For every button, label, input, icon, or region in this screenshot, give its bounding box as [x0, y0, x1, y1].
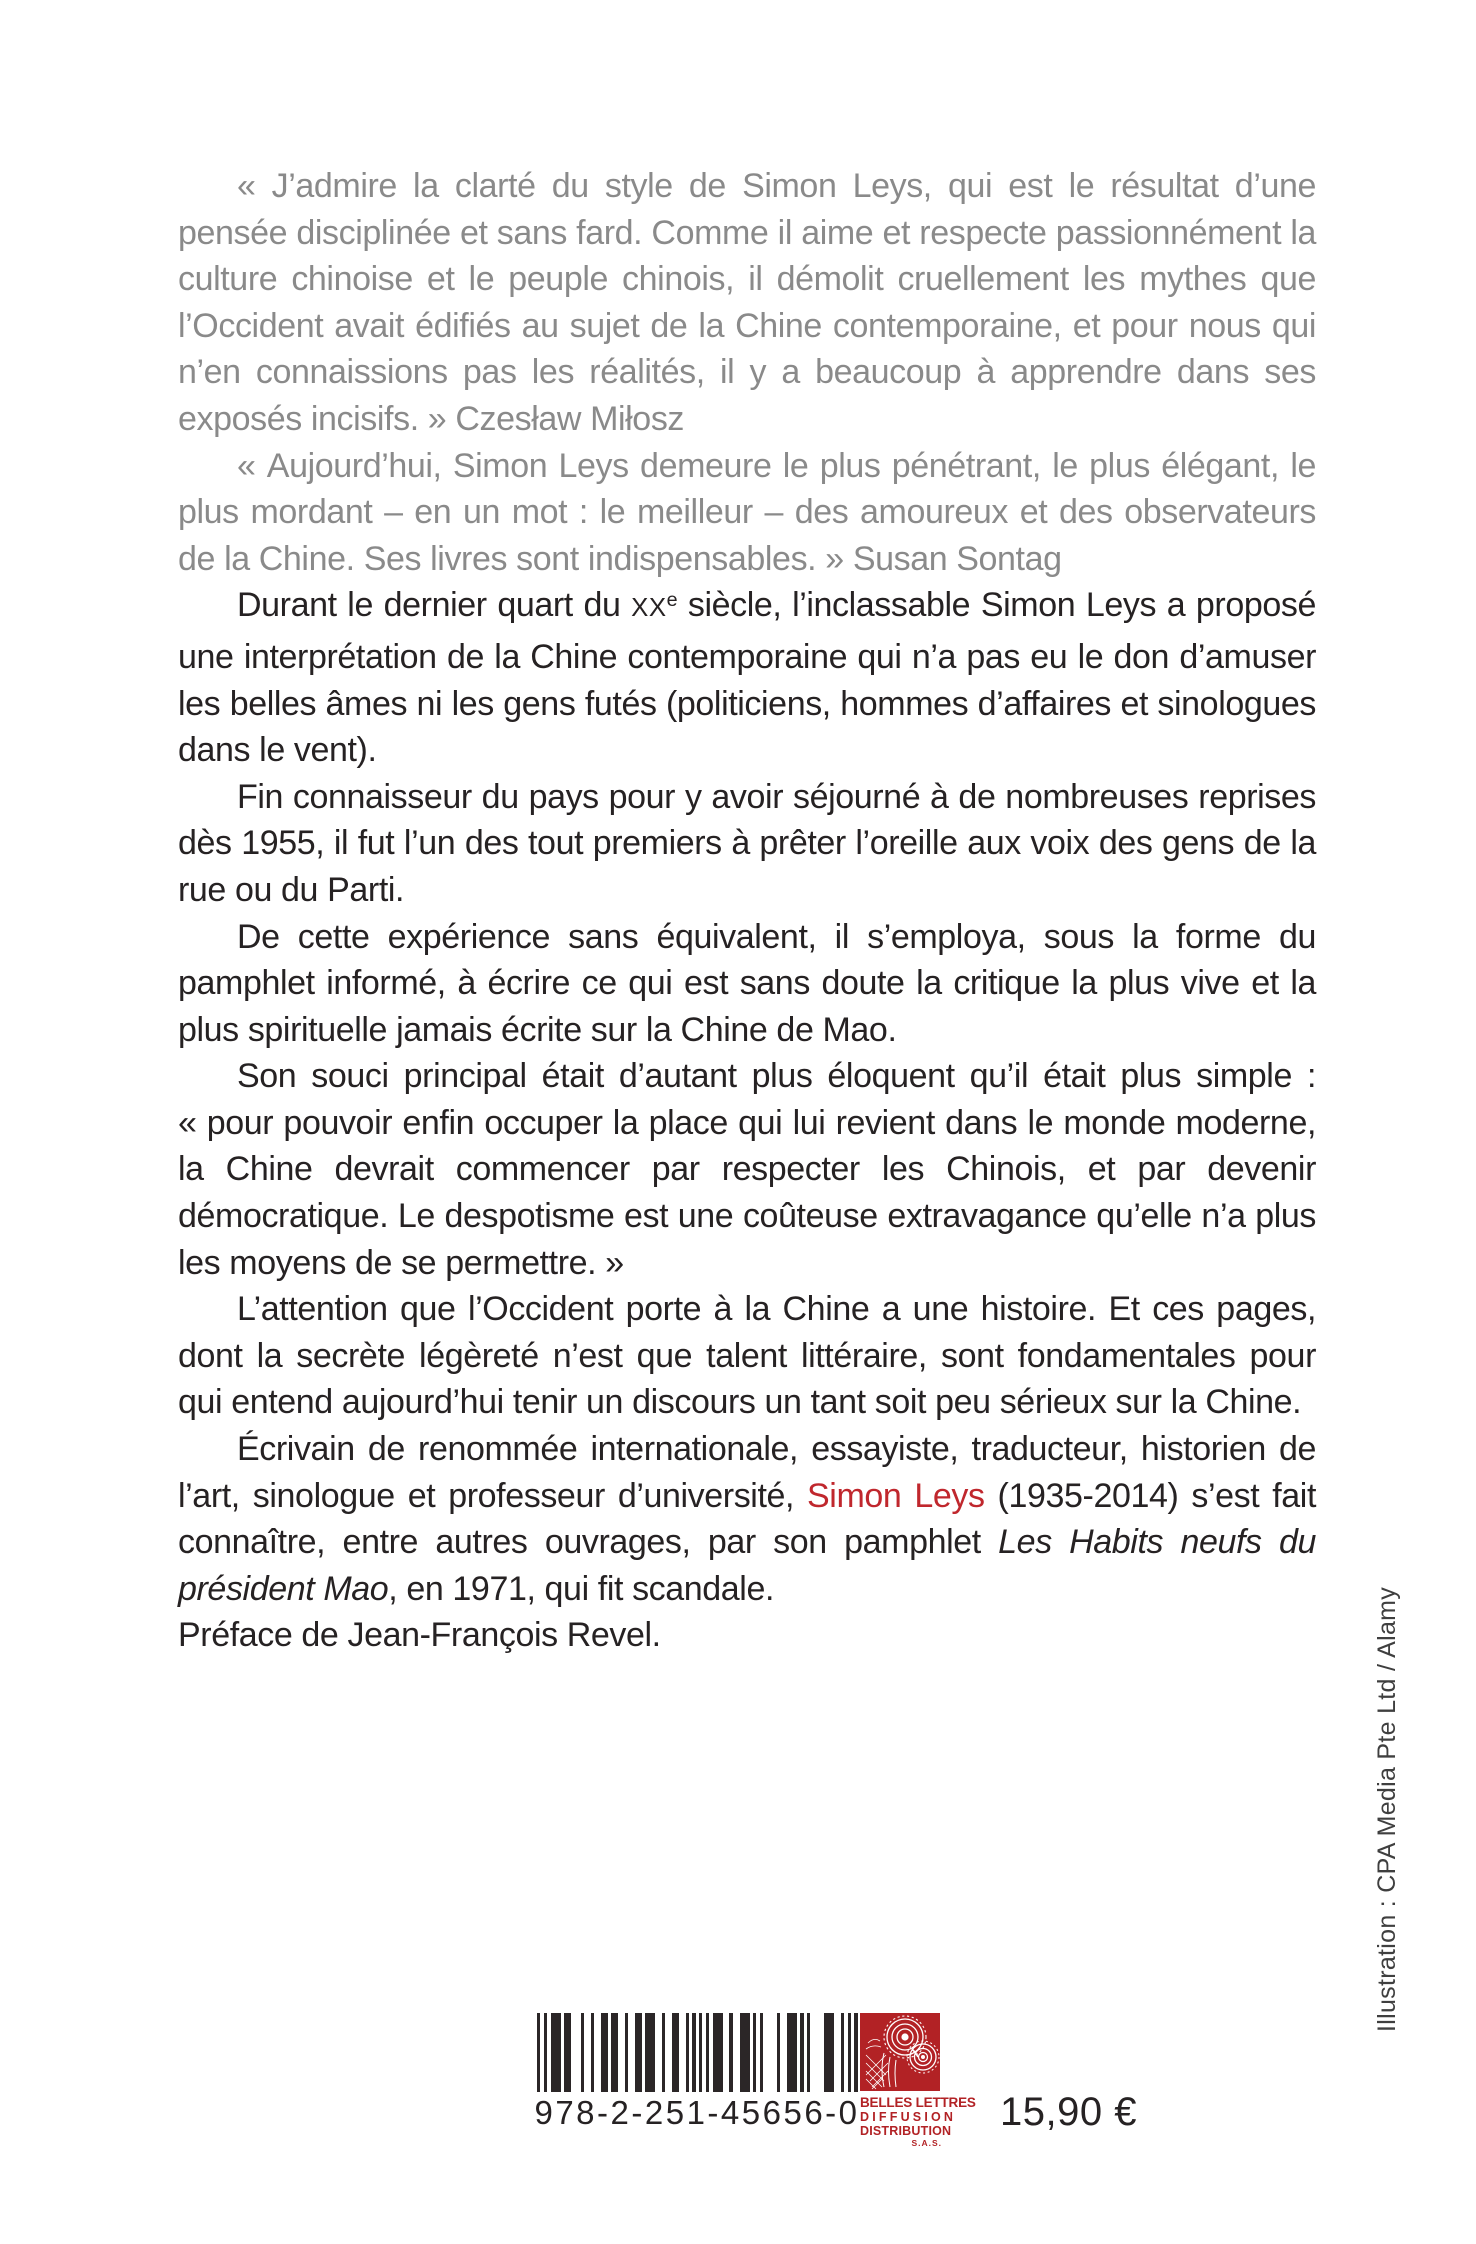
century-small-caps: XX: [631, 594, 667, 623]
back-cover-text: [178, 163, 1316, 1659]
bio-middle: (1935-2014) s’est fait connaître, entre autres ouvrages, par son pamphlet: [178, 1476, 1316, 1562]
publisher-line-3: DISTRIBUTION: [860, 2124, 952, 2139]
bio-start: Écrivain de renommée internationale, essayiste, traducteur, historien de l’art, sinologue et professeur d’université,: [178, 1430, 1316, 1515]
publisher-line-1: BELLES LETTRES: [860, 2095, 976, 2110]
publisher-line-4: S.A.S.: [911, 2138, 942, 2149]
isbn-label: 978-2-251-45656-0: [534, 2094, 860, 2131]
publisher-logo: [860, 2013, 976, 2149]
century-superscript: e: [666, 589, 678, 612]
barcode: [537, 2013, 858, 2092]
body-paragraph-4: Son souci principal était d’autant plus éloquent qu’il était plus simple : « pour pouvoir enfin occuper la place qui lui revient dans le monde moderne, la Chine devrait commencer par respecter les Chinois, et par devenir démocratique. Le despotisme est une coûteuse extravagance qu’elle n’a plus les moyens de se permettre. »: [178, 1057, 1316, 1282]
body-paragraph-1-start: Durant le dernier quart du: [237, 586, 632, 625]
preface-line: Préface de Jean-François Revel.: [178, 1616, 661, 1655]
bio-paragraph: [178, 1426, 1316, 1612]
body-paragraph-5: L’attention que l’Occident porte à la Chine a une histoire. Et ces pages, dont la secrète légèreté n’est que talent littéraire, sont fondamentales pour qui entend aujourd’hui tenir un discours un tant soit peu sérieux sur la Chine.: [178, 1290, 1316, 1422]
body-paragraph-2: Fin connaisseur du pays pour y avoir séjourné à de nombreuses reprises dès 1955, il fut l’un des tout premiers à prêter l’oreille aux voix des gens de la rue ou du Parti.: [178, 777, 1316, 909]
body-paragraph-1-end: siècle, l’inclassable Simon Leys a proposé une interprétation de la Chine contemporaine qui n’a pas eu le don d’amuser les belles âmes ni les gens futés (politiciens, hommes d’affaires et sinologues dans le vent).: [178, 586, 1316, 770]
quote-milosz: « J’admire la clarté du style de Simon Leys, qui est le résultat d’une pensée disciplinée et sans fard. Comme il aime et respecte passionnément la culture chinoise et le peuple chinois, il démolit cruellement les mythes que l’Occident avait édifiés au sujet de la Chine contemporaine, et pour nous qui n’en connaissions pas les réalités, il y a beaucoup à apprendre dans ses exposés incisifs. » Czesław Miłosz: [178, 167, 1316, 438]
body-paragraph-3: De cette expérience sans équivalent, il s’employa, sous la forme du pamphlet informé, à écrire ce qui est sans doute la critique la plus vive et la plus spirituelle jamais écrite sur la Chine de Mao.: [178, 917, 1316, 1049]
body-paragraph-1: [178, 582, 1316, 773]
bio-end: , en 1971, qui fit scandale.: [388, 1569, 775, 1608]
quote-sontag: « Aujourd’hui, Simon Leys demeure le plus pénétrant, le plus élégant, le plus mordant – en un mot : le meilleur – des amoureux et des observateurs de la Chine. Ses livres sont indispensables. » Susan Sontag: [178, 446, 1316, 578]
publisher-line-2: DIFFUSION: [860, 2110, 957, 2125]
illustration-credit: Illustration : CPA Media Pte Ltd / Alamy: [1373, 1586, 1401, 2032]
book-title-italic: Les Habits neufs du président Mao: [178, 1523, 1316, 1608]
price-label: 15,90 €: [1000, 2090, 1137, 2134]
publisher-owl-icon: [860, 2013, 940, 2091]
author-name-red: Simon Leys: [807, 1476, 985, 1515]
publisher-wordmark: [860, 2095, 976, 2149]
